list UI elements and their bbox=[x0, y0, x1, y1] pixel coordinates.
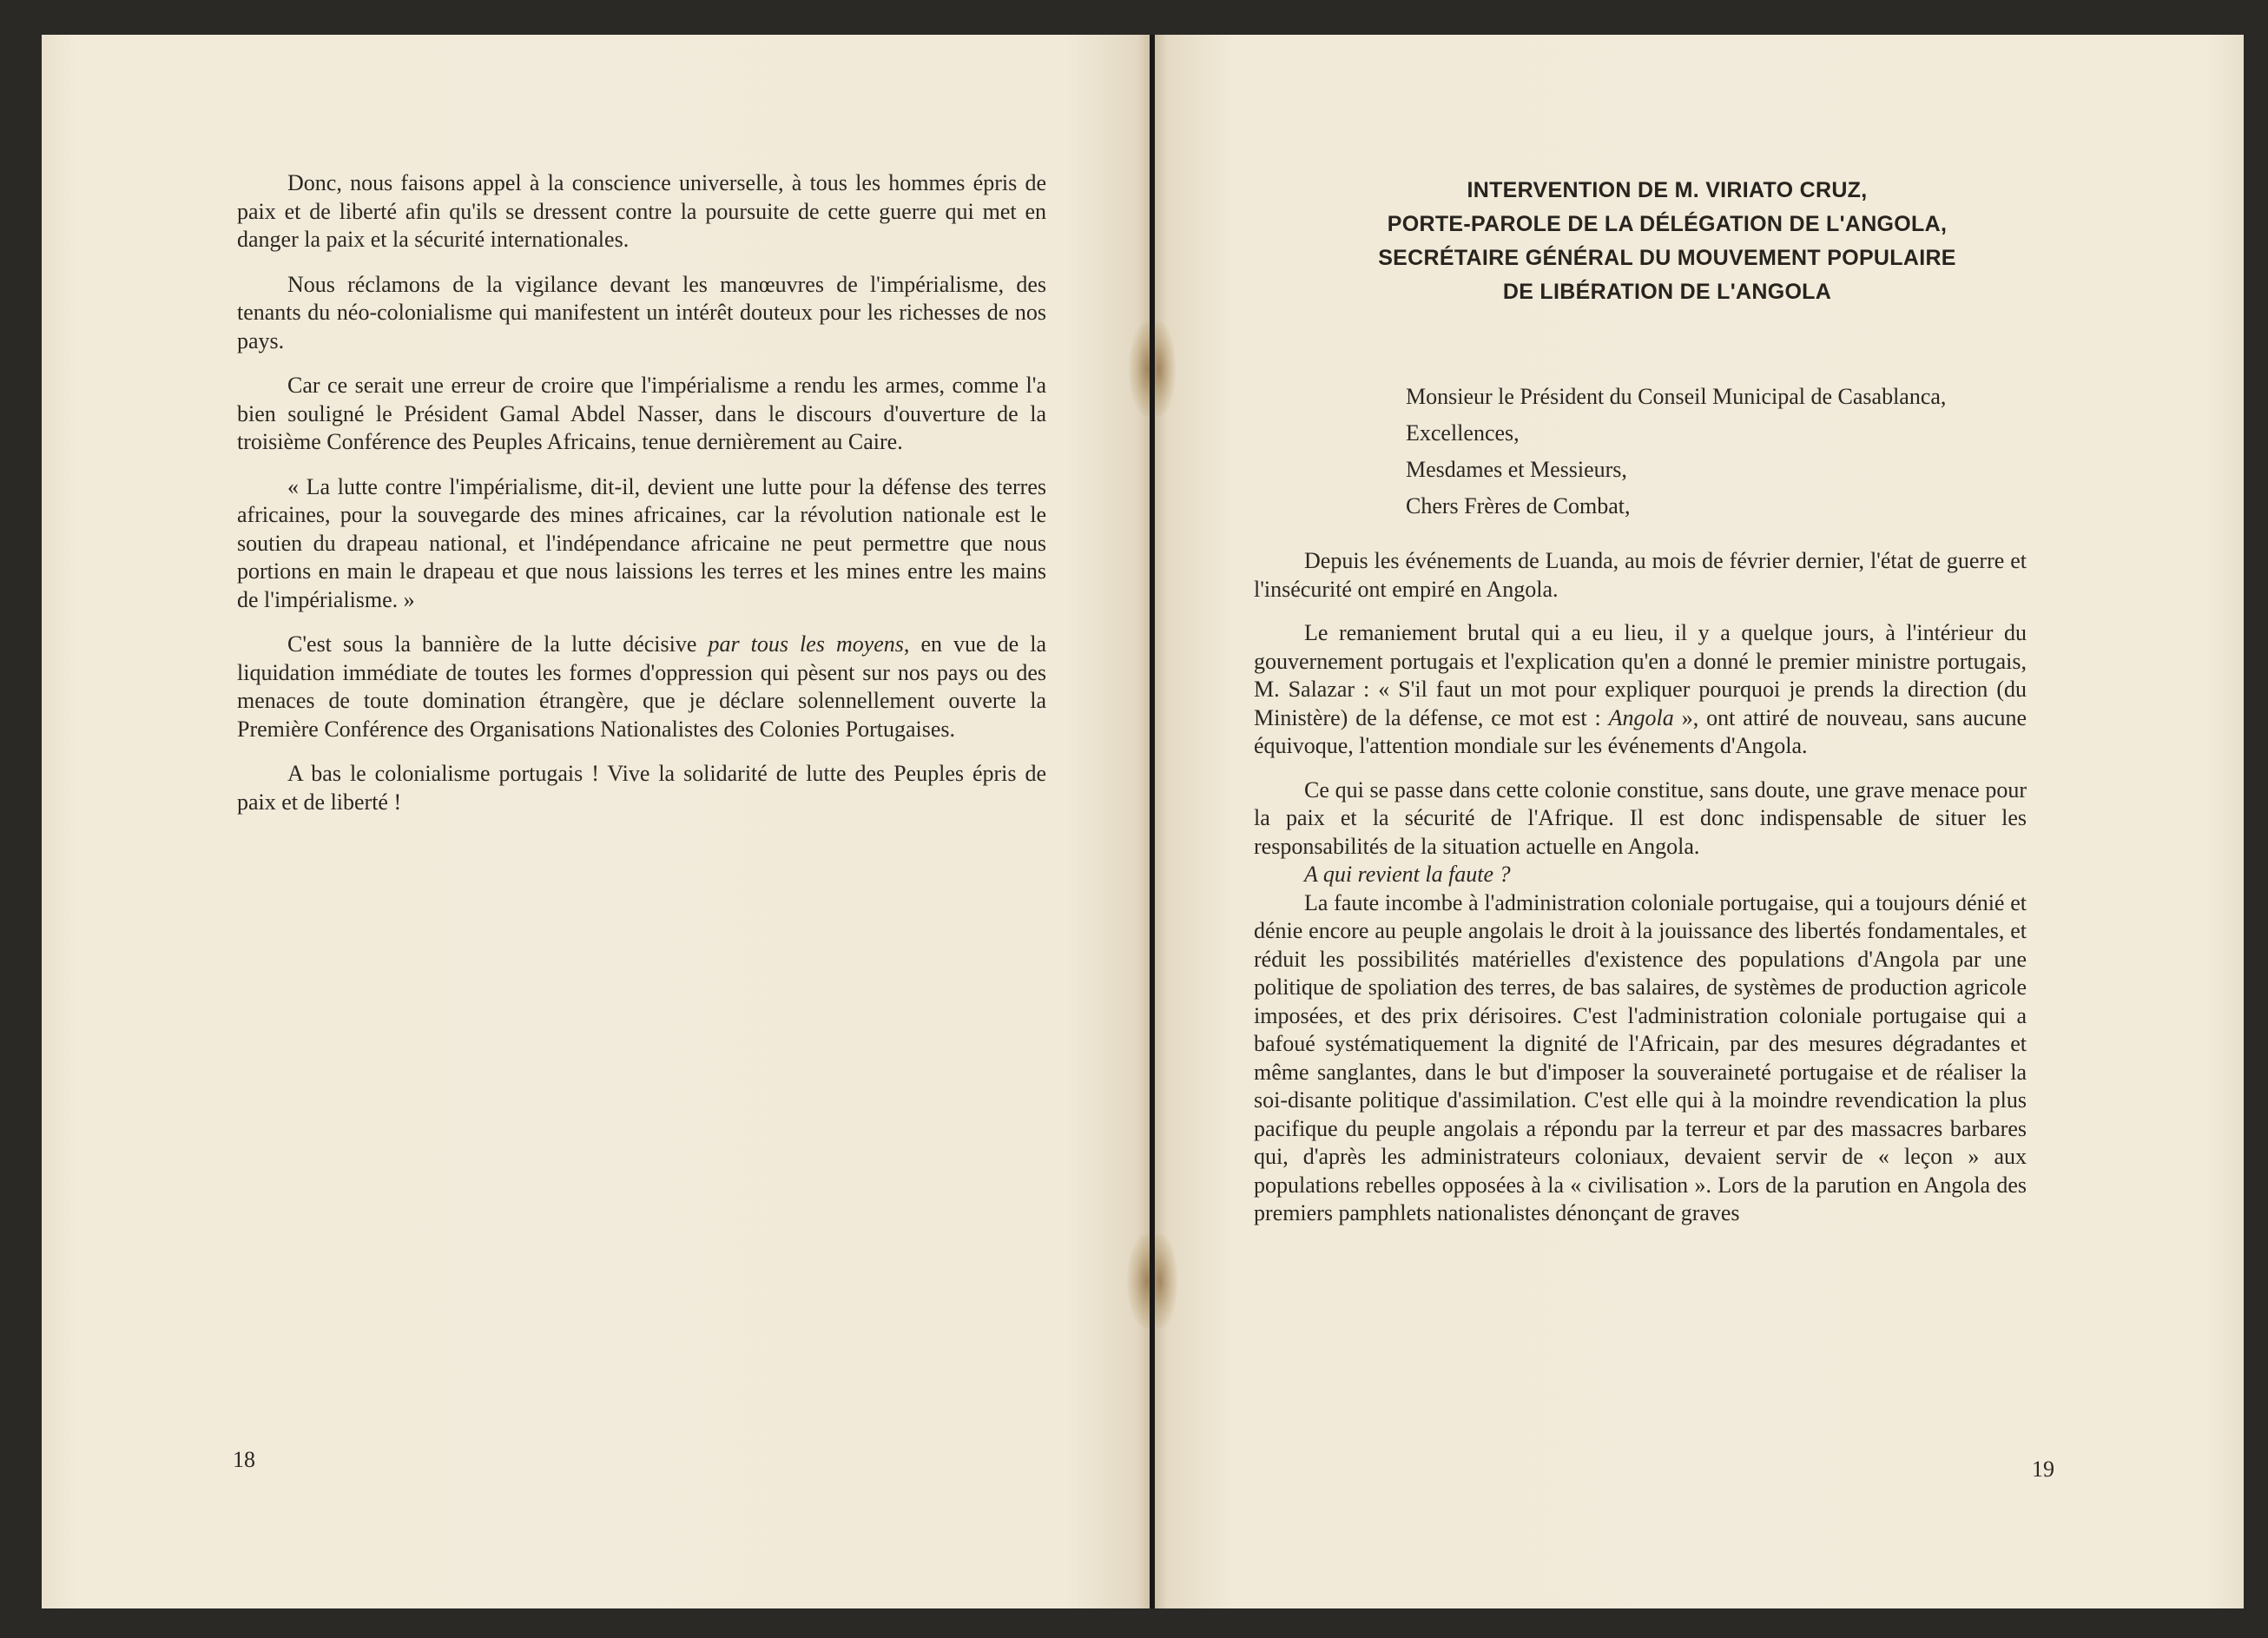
speech-heading bbox=[1276, 174, 2058, 309]
left-page-text bbox=[237, 169, 1046, 816]
paragraph: Depuis les événements de Luanda, au mois de février dernier, l'état de guerre et l'insécurité ont empiré en Angola. bbox=[1254, 548, 2027, 602]
heading-line: SECRÉTAIRE GÉNÉRAL DU MOUVEMENT POPULAIRE bbox=[1378, 246, 1956, 270]
right-page-text bbox=[1254, 547, 2027, 1228]
heading-line: DE LIBÉRATION DE L'ANGOLA bbox=[1502, 280, 1832, 304]
paragraph: C'est sous la bannière de la lutte décisive par tous les moyens, en vue de la liquidation immédiate de toutes les formes d'oppression qui pèsent sur nos pays ou des menaces de toute domination étrangère, que je déclare solennellement ouverte la Première Conférence des Organisations Nationalistes des Colonies Portugaises. bbox=[237, 631, 1046, 742]
salutation-line: Excellences, bbox=[1406, 420, 1520, 446]
binding-stain bbox=[1127, 1233, 1150, 1329]
left-page bbox=[42, 35, 1150, 1608]
page-number: 18 bbox=[233, 1447, 255, 1472]
paragraph: Le remaniement brutal qui a eu lieu, il y a quelque jours, à l'intérieur du gouvernement portugais et l'explication qu'en a donné le premier ministre portugais, M. Salazar : « S'il faut un mot pour expliquer pourquoi je prends la direction (du Ministère) de la défense, ce mot est : Angola », ont attiré de nouveau, sans aucune équivoque, l'attention mondiale sur les événements d'Angola. bbox=[1254, 620, 2027, 758]
section-subheading: A qui revient la faute ? bbox=[1304, 862, 1511, 887]
binding-stain bbox=[1155, 1233, 1177, 1329]
heading-line: PORTE-PAROLE DE LA DÉLÉGATION DE L'ANGOLA, bbox=[1387, 212, 1948, 236]
heading-line: INTERVENTION DE M. VIRIATO CRUZ, bbox=[1467, 178, 1868, 202]
salutation-line: Monsieur le Président du Conseil Municipal de Casablanca, bbox=[1406, 384, 1947, 409]
paragraph: « La lutte contre l'impérialisme, dit-il, devient une lutte pour la défense des terres africaines, pour la souvegarde des mines africaines, car la révolution nationale est le soutien du drapeau national, et l'indépendance africaine ne peut permettre que nous portions en main le drapeau et que nous laissions les terres et les mines entre les mains de l'impérialisme. » bbox=[237, 473, 1046, 612]
italic-phrase: Angola bbox=[1608, 704, 1674, 730]
paragraph: Ce qui se passe dans cette colonie constitue, sans doute, une grave menace pour la paix et la sécurité de l'Afrique. Il est donc indispensable de situer les responsabilités de la situation actuelle en Angola. bbox=[1254, 776, 2027, 859]
paragraph: Car ce serait une erreur de croire que l'impérialisme a rendu les armes, comme l'a bien souligné le Président Gamal Abdel Nasser, dans le discours d'ouverture de la troisième Conférence des Peuples Africains, tenue dernièrement au Caire. bbox=[237, 373, 1046, 454]
page-number: 19 bbox=[2032, 1456, 2054, 1482]
paragraph: Donc, nous faisons appel à la conscience universelle, à tous les hommes épris de paix et de liberté afin qu'ils se dressent contre la poursuite de cette guerre qui met en danger la paix et la sécurité internationales. bbox=[237, 170, 1046, 252]
paragraph: Nous réclamons de la vigilance devant les manœuvres de l'impérialisme, des tenants du néo-colonialisme qui manifestent un intérêt douteux pour les richesses de nos pays. bbox=[237, 271, 1046, 353]
salutation bbox=[1406, 379, 2100, 525]
paragraph: La faute incombe à l'administration coloniale portugaise, qui a toujours dénié et dénie encore au peuple angolais le droit à la jouissance des libertés fondamentales, et réduit les possibilités matérielles d'existence des populations d'Angola par une politique de spoliation des terres, de bas salaires, de systèmes de production agricole imposées, et des prix dérisoires. C'est l'administration coloniale portugaise qui a bafoué systématiquement la dignité de l'Africain, par des mesures dégradantes et même sanglantes, dans le but d'imposer la souveraineté portugaise et de réaliser la soi-disante politique d'assimilation. C'est elle qui à la moindre revendication la plus pacifique du peuple angolais a répondu par la terreur et par des massacres barbares qui, d'après les administrateurs coloniaux, devaient servir de « leçon » aux populations rebelles opposées à la « civilisation ». Lors de la parution en Angola des premiers pamphlets nationalistes dénonçant de graves bbox=[1254, 889, 2027, 1225]
right-page bbox=[1155, 35, 2244, 1608]
salutation-line: Chers Frères de Combat, bbox=[1406, 493, 1631, 518]
book-spread bbox=[42, 35, 2244, 1608]
italic-phrase: par tous les moyens bbox=[708, 631, 904, 657]
binding-stain bbox=[1155, 321, 1176, 417]
paragraph: A bas le colonialisme portugais ! Vive la solidarité de lutte des Peuples épris de paix et de liberté ! bbox=[237, 761, 1046, 815]
binding-stain bbox=[1129, 321, 1150, 417]
salutation-line: Mesdames et Messieurs, bbox=[1406, 457, 1627, 482]
